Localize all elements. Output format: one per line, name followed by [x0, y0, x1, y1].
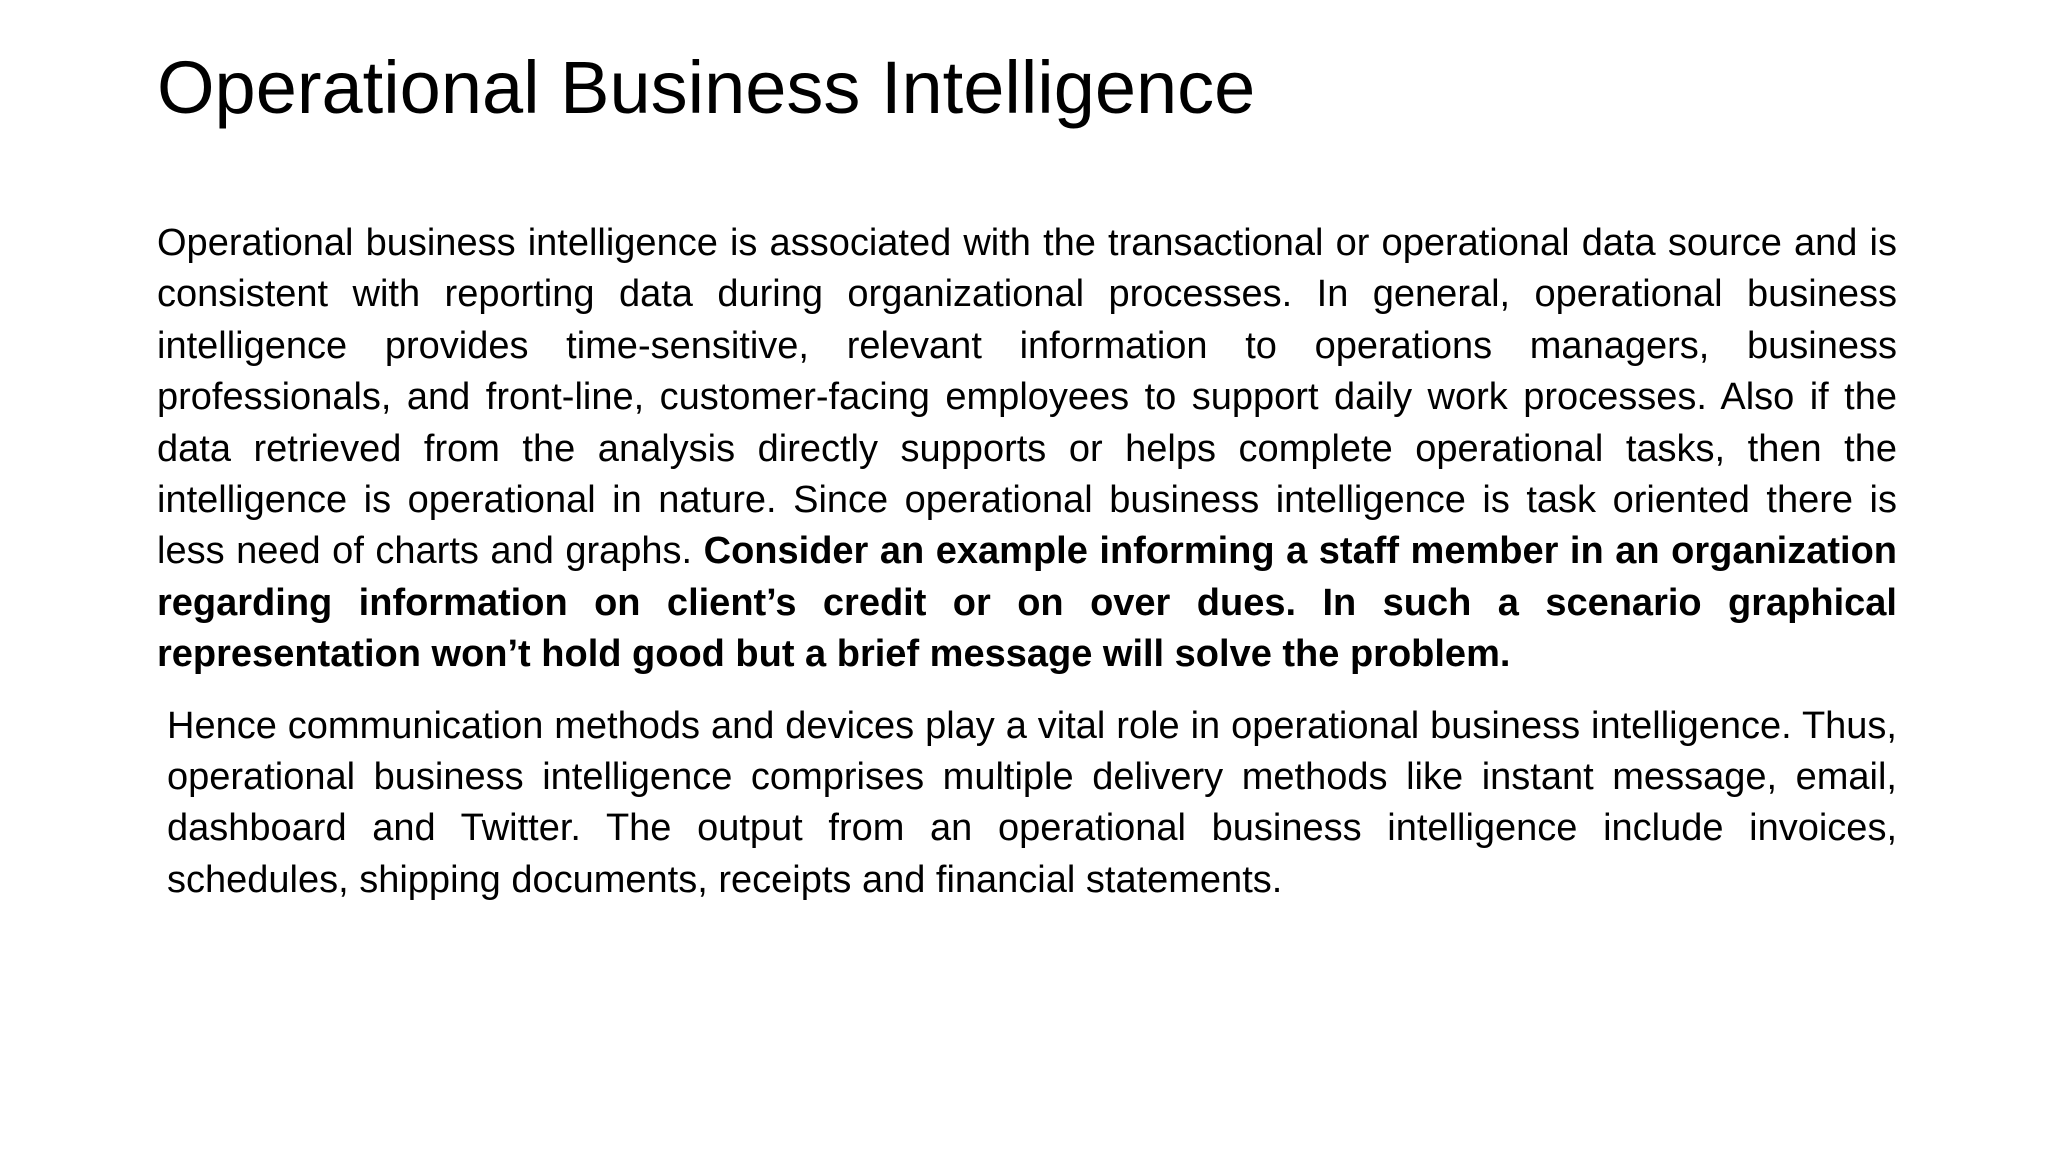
paragraph-1-text: Operational business intelligence is associated with the transactional or operational data source and is consistent with reporting data during organizational processes. In general, operational business intelligence provides time-sensitive, relevant information to operations managers, business professionals, and front-line, customer-facing employees to support daily work processes. Also if the data retrieved from the analysis directly supports or helps complete operational tasks, then the intelligence is operational in nature. Since operational business intelligence is task oriented there is less need of charts and graphs.	[157, 222, 1897, 573]
slide-body	[157, 218, 1897, 906]
paragraph-1-bold-example: Consider an example informing a staff member in an organization regarding information on client’s credit or on over dues. In such a scenario graphical representation won’t hold good but a brief message will solve the problem.	[157, 530, 1897, 676]
paragraph-2	[157, 701, 1897, 907]
paragraph-1	[157, 218, 1897, 681]
paragraph-2-text: Hence communication methods and devices play a vital role in operational business intelligence. Thus, operational business intelligence comprises multiple delivery methods like instant message, email, dashboard and Twitter. The output from an operational business intelligence include invoices, schedules, shipping documents, receipts and financial statements.	[167, 704, 1897, 901]
slide-title: Operational Business Intelligence	[157, 46, 1256, 129]
